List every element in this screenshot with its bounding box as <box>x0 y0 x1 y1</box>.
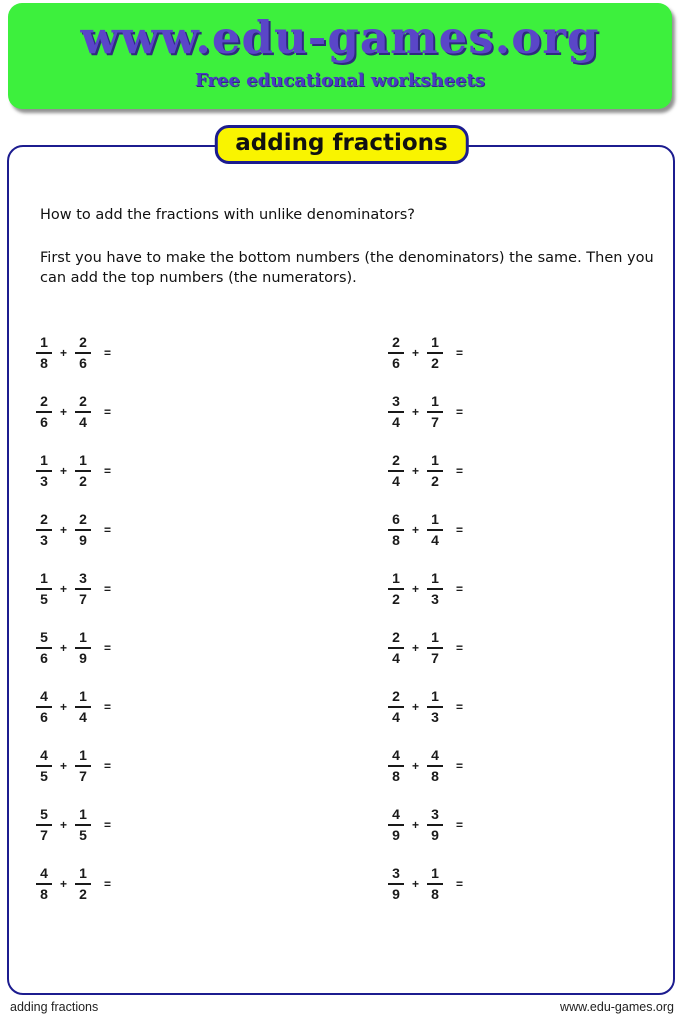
numerator: 1 <box>431 688 439 705</box>
site-title: www.edu-games.org <box>80 11 600 64</box>
fraction <box>75 629 91 665</box>
numerator: 3 <box>392 865 400 882</box>
denominator: 9 <box>75 529 91 548</box>
problem-row <box>36 500 119 559</box>
denominator: 8 <box>36 352 52 371</box>
equals-sign: = <box>104 758 112 773</box>
numerator: 5 <box>40 629 48 646</box>
fraction <box>388 865 404 901</box>
denominator: 2 <box>75 883 91 902</box>
fraction <box>36 452 52 488</box>
denominator: 9 <box>427 824 443 843</box>
equals-sign: = <box>456 522 464 537</box>
numerator: 2 <box>392 629 400 646</box>
numerator: 1 <box>431 865 439 882</box>
fraction <box>427 511 443 547</box>
fraction <box>36 629 52 665</box>
fraction <box>36 747 52 783</box>
denominator: 8 <box>427 883 443 902</box>
denominator: 8 <box>36 883 52 902</box>
equals-sign: = <box>456 640 464 655</box>
fraction <box>75 334 91 370</box>
denominator: 7 <box>75 765 91 784</box>
numerator: 1 <box>79 629 87 646</box>
numerator: 1 <box>79 688 87 705</box>
numerator: 1 <box>40 334 48 351</box>
denominator: 2 <box>75 470 91 489</box>
denominator: 2 <box>427 352 443 371</box>
fraction <box>388 747 404 783</box>
fraction <box>75 452 91 488</box>
denominator: 9 <box>388 824 404 843</box>
fraction <box>388 452 404 488</box>
denominator: 3 <box>427 706 443 725</box>
fraction <box>427 393 443 429</box>
footer-site-url: www.edu-games.org <box>560 1000 674 1014</box>
problem-row <box>388 500 471 559</box>
denominator: 9 <box>388 883 404 902</box>
numerator: 2 <box>392 688 400 705</box>
denominator: 4 <box>427 529 443 548</box>
fraction <box>427 688 443 724</box>
numerator: 3 <box>392 393 400 410</box>
problem-row <box>388 736 471 795</box>
denominator: 7 <box>427 411 443 430</box>
numerator: 1 <box>392 570 400 587</box>
numerator: 2 <box>79 393 87 410</box>
denominator: 2 <box>427 470 443 489</box>
plus-sign: + <box>412 522 420 537</box>
denominator: 4 <box>75 706 91 725</box>
fraction <box>427 452 443 488</box>
numerator: 6 <box>392 511 400 528</box>
footer-worksheet-name: adding fractions <box>10 1000 99 1014</box>
problem-row <box>36 854 119 913</box>
fraction <box>427 334 443 370</box>
denominator: 4 <box>388 706 404 725</box>
problem-row <box>388 677 471 736</box>
equals-sign: = <box>104 817 112 832</box>
fraction <box>75 865 91 901</box>
denominator: 4 <box>388 470 404 489</box>
equals-sign: = <box>104 345 112 360</box>
denominator: 6 <box>36 647 52 666</box>
plus-sign: + <box>60 463 68 478</box>
numerator: 4 <box>392 747 400 764</box>
problem-row <box>36 559 119 618</box>
plus-sign: + <box>60 404 68 419</box>
problem-row <box>388 618 471 677</box>
fraction <box>75 688 91 724</box>
instruction-question: How to add the fractions with unlike denominators? <box>40 207 415 223</box>
denominator: 8 <box>388 529 404 548</box>
worksheet-title-badge: adding fractions <box>214 125 468 164</box>
denominator: 6 <box>75 352 91 371</box>
problem-row <box>388 441 471 500</box>
problems-column-right <box>388 323 471 913</box>
equals-sign: = <box>456 463 464 478</box>
equals-sign: = <box>104 876 112 891</box>
numerator: 2 <box>79 511 87 528</box>
denominator: 4 <box>388 647 404 666</box>
plus-sign: + <box>60 522 68 537</box>
numerator: 1 <box>431 629 439 646</box>
fraction <box>388 806 404 842</box>
plus-sign: + <box>60 345 68 360</box>
plus-sign: + <box>60 758 68 773</box>
plus-sign: + <box>412 817 420 832</box>
plus-sign: + <box>412 345 420 360</box>
fraction <box>427 629 443 665</box>
numerator: 1 <box>431 570 439 587</box>
equals-sign: = <box>104 404 112 419</box>
problem-row <box>36 677 119 736</box>
fraction <box>75 747 91 783</box>
fraction <box>36 570 52 606</box>
equals-sign: = <box>456 817 464 832</box>
numerator: 1 <box>431 511 439 528</box>
instruction-explanation: First you have to make the bottom numbers (the denominators) the same. Then you can add the top numbers (the numerators). <box>40 250 654 286</box>
numerator: 2 <box>40 511 48 528</box>
denominator: 7 <box>36 824 52 843</box>
numerator: 2 <box>392 452 400 469</box>
plus-sign: + <box>412 404 420 419</box>
numerator: 1 <box>40 452 48 469</box>
denominator: 5 <box>75 824 91 843</box>
denominator: 3 <box>36 529 52 548</box>
plus-sign: + <box>412 699 420 714</box>
numerator: 1 <box>431 334 439 351</box>
numerator: 3 <box>79 570 87 587</box>
fraction <box>427 747 443 783</box>
equals-sign: = <box>104 640 112 655</box>
plus-sign: + <box>412 758 420 773</box>
denominator: 6 <box>36 706 52 725</box>
problem-row <box>36 736 119 795</box>
problems-column-left <box>36 323 119 913</box>
denominator: 8 <box>427 765 443 784</box>
problem-row <box>36 323 119 382</box>
plus-sign: + <box>60 581 68 596</box>
numerator: 4 <box>40 688 48 705</box>
plus-sign: + <box>412 640 420 655</box>
numerator: 1 <box>79 452 87 469</box>
denominator: 3 <box>427 588 443 607</box>
fraction <box>75 511 91 547</box>
problem-row <box>388 382 471 441</box>
denominator: 7 <box>75 588 91 607</box>
fraction <box>75 806 91 842</box>
problem-row <box>36 795 119 854</box>
denominator: 5 <box>36 765 52 784</box>
fraction <box>427 570 443 606</box>
fraction <box>388 688 404 724</box>
equals-sign: = <box>104 463 112 478</box>
numerator: 2 <box>40 393 48 410</box>
equals-sign: = <box>104 581 112 596</box>
fraction <box>427 865 443 901</box>
denominator: 6 <box>388 352 404 371</box>
denominator: 9 <box>75 647 91 666</box>
problem-row <box>388 559 471 618</box>
numerator: 5 <box>40 806 48 823</box>
fraction <box>75 570 91 606</box>
site-subtitle: Free educational worksheets <box>195 70 485 91</box>
numerator: 4 <box>40 865 48 882</box>
fraction <box>388 334 404 370</box>
plus-sign: + <box>60 876 68 891</box>
problem-row <box>388 795 471 854</box>
fraction <box>388 570 404 606</box>
problem-row <box>36 441 119 500</box>
numerator: 3 <box>431 806 439 823</box>
plus-sign: + <box>412 876 420 891</box>
numerator: 1 <box>431 393 439 410</box>
fraction <box>388 629 404 665</box>
equals-sign: = <box>456 876 464 891</box>
fraction <box>36 393 52 429</box>
plus-sign: + <box>412 581 420 596</box>
fraction <box>36 511 52 547</box>
denominator: 4 <box>75 411 91 430</box>
plus-sign: + <box>60 699 68 714</box>
equals-sign: = <box>104 699 112 714</box>
numerator: 4 <box>431 747 439 764</box>
problem-row <box>36 618 119 677</box>
denominator: 7 <box>427 647 443 666</box>
denominator: 6 <box>36 411 52 430</box>
equals-sign: = <box>104 522 112 537</box>
numerator: 4 <box>40 747 48 764</box>
numerator: 1 <box>431 452 439 469</box>
numerator: 1 <box>79 806 87 823</box>
numerator: 4 <box>392 806 400 823</box>
numerator: 2 <box>392 334 400 351</box>
problem-row <box>388 323 471 382</box>
fraction <box>388 511 404 547</box>
fraction <box>36 688 52 724</box>
plus-sign: + <box>412 463 420 478</box>
equals-sign: = <box>456 699 464 714</box>
equals-sign: = <box>456 758 464 773</box>
fraction <box>75 393 91 429</box>
denominator: 2 <box>388 588 404 607</box>
numerator: 2 <box>79 334 87 351</box>
fraction <box>36 865 52 901</box>
plus-sign: + <box>60 817 68 832</box>
numerator: 1 <box>40 570 48 587</box>
denominator: 3 <box>36 470 52 489</box>
denominator: 4 <box>388 411 404 430</box>
fraction <box>427 806 443 842</box>
equals-sign: = <box>456 345 464 360</box>
numerator: 1 <box>79 865 87 882</box>
equals-sign: = <box>456 404 464 419</box>
denominator: 5 <box>36 588 52 607</box>
plus-sign: + <box>60 640 68 655</box>
fraction <box>36 334 52 370</box>
denominator: 8 <box>388 765 404 784</box>
fraction <box>388 393 404 429</box>
site-header-banner <box>8 3 672 109</box>
problem-row <box>36 382 119 441</box>
fraction <box>36 806 52 842</box>
equals-sign: = <box>456 581 464 596</box>
numerator: 1 <box>79 747 87 764</box>
problem-row <box>388 854 471 913</box>
instructions-block <box>40 205 654 288</box>
